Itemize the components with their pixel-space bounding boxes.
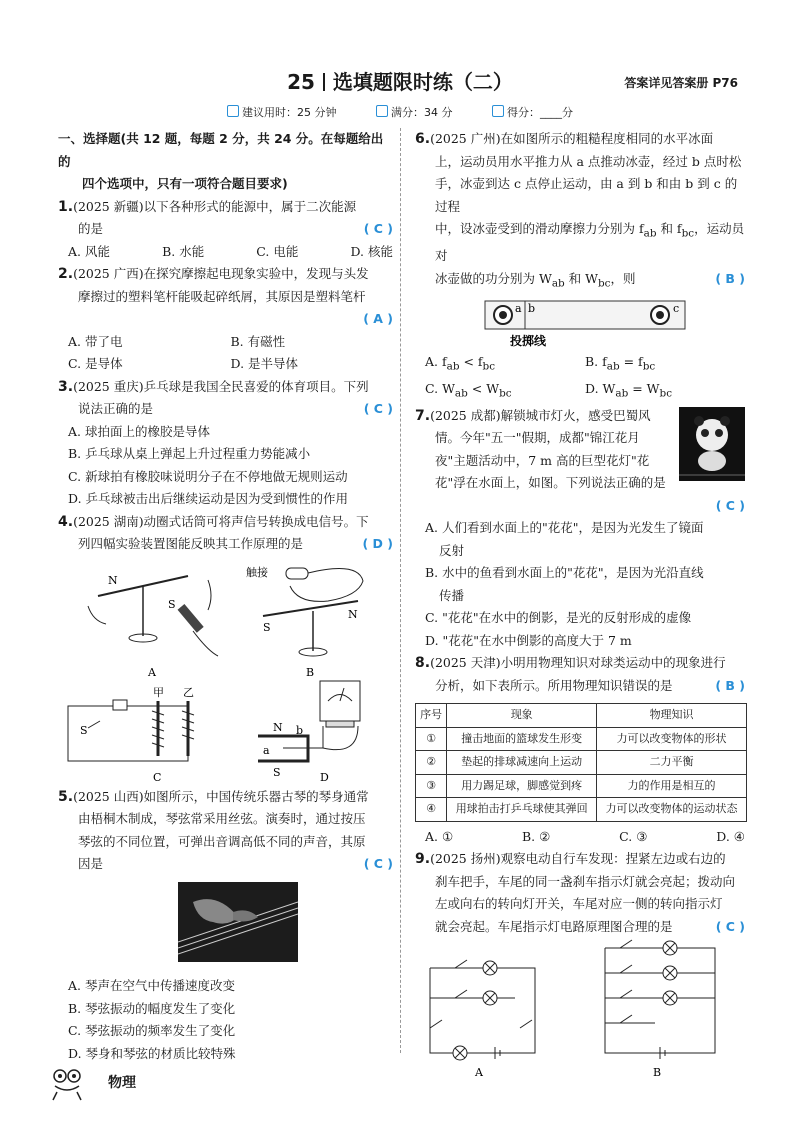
pen-icon (492, 105, 504, 117)
option-a[interactable]: A. ① (425, 828, 454, 844)
option-b[interactable]: B. 琴弦振动的幅度发生了变化 (68, 1000, 236, 1016)
answer-3: ( C ) (363, 401, 393, 416)
option-a[interactable]: A. 球拍面上的橡胶是导体 (68, 423, 210, 439)
label-n-b: N (348, 607, 358, 621)
option-a[interactable]: A. 风能 (68, 243, 110, 259)
option-b[interactable]: B. ② (522, 828, 551, 844)
question-5: 5.(2025 山西)如图所示，中国传统乐器古琴的琴身通常 由梧桐木制成，琴弦常采用丝弦。演奏时，通过按压 琴弦的不同位置，可弹出音调高低不同的声音，其原 因是 ( C ) A. 琴声在空气中传播速度改变 B. 琴弦振动的幅度发生了变化 C. 琴弦振动的频率发生了变化 D. 琴身和琴弦的材质比较特殊 (58, 786, 393, 1066)
option-d[interactable]: D. $W_{ab} = W_{bc}$ (585, 380, 673, 399)
score-got: 得分：____分 (507, 106, 573, 119)
circuit-b (605, 940, 715, 1059)
label-n-d: N (273, 720, 283, 734)
title-divider (323, 73, 325, 91)
question-7: 7.(2025 成都)解锁城市灯火，感受巴蜀风 情。今年"五一"假期，成都"锦江花月 夜"主题活动中，7 m 高的巨型花灯"花 花"浮在水面上，如图。下列说法正确的是 ( C ) A. 人们看到水面上的"花花"，是因为光发生了镜面 反射 B. 水中的鱼看到水面上的"花花"，是因为光沿直线 传播 C. "花花"在水中的倒影，是光的反射形成的虚像 D. "花花"在水中倒影的高度大于 7 m (415, 405, 745, 653)
column-divider (400, 128, 401, 1053)
answer-2: ( A ) (363, 311, 393, 326)
option-a-cont: 反射 (439, 542, 465, 558)
options-1 (58, 241, 393, 264)
question-8: 8.(2025 天津)小明用物理知识对球类运动中的现象进行 分析，如下表所示。所用物理知识错误的是 ( B ) 序号 现象 物理知识 ① 撞击地面的篮球发生形变 力可以改变物体的形状 ② 垫起的排球减速向上运动 二力平衡 ③ 用力踢足球，脚感觉到疼 力的作用是相互的 ④ 用球拍击打乒乓球使其弹回 力可以改变物体的运动状态 A. ① B. ② C. ③ D. ④ (415, 652, 745, 848)
label-fig-b: B (306, 665, 315, 679)
answer-5: ( C ) (363, 856, 393, 871)
label-s-d: S (273, 765, 281, 779)
point-a: a (515, 301, 522, 315)
question-9: 9.(2025 扬州)观察电动自行车发现：捏紧左边或右边的 刹车把手，车尾的同一盏刹车指示灯就会亮起；拨动向 左或向右的转向灯开关，车尾对应一侧的转向指示灯 就会亮起。车尾指示灯电路原理图合理的是 ( C ) A B (415, 851, 745, 1078)
label-fig-c: C (153, 770, 162, 784)
unit-number: 25 (287, 70, 315, 94)
question-3: 3.(2025 重庆)乒乓球是我国全民喜爱的体育项目。下列 说法正确的是 ( C ) A. 球拍面上的橡胶是导体 B. 乒乓球从桌上弹起上升过程重力势能减小 C. 新球拍有橡胶味说明分子在不停地做无规则运动 D. 乒乓球被击出后继续运动是因为受到惯性的作用 (58, 376, 393, 511)
panda-lantern-photo (679, 407, 745, 481)
options-6 (415, 351, 745, 405)
table-row: ② 垫起的排球减速向上运动 二力平衡 (416, 751, 747, 775)
figure-c (68, 686, 194, 784)
label-s-a: S (168, 597, 176, 611)
score-icon (376, 105, 388, 117)
option-b[interactable]: B. 乒乓球从桌上弹起上升过程重力势能减小 (68, 446, 311, 461)
table-row: ④ 用球拍击打乒乓球使其弹回 力可以改变物体的运动状态 (416, 798, 747, 822)
figure-b (246, 565, 363, 679)
label-b-d: b (296, 723, 304, 737)
question-4: 4.(2025 湖南)动圈式话筒可将声信号转换成电信号。下 列四幅实验装置图能反映其工作原理的是 ( D ) N S A 触接 S N B 甲 乙 S C N S b a D (58, 513, 393, 784)
answer-9: ( C ) (715, 918, 745, 934)
point-c: c (673, 301, 680, 315)
label-s-b: S (263, 620, 271, 634)
option-b[interactable]: B. $f_{ab} = f_{bc}$ (585, 353, 656, 372)
table-row: ① 撞击地面的篮球发生形变 力可以改变物体的形状 (416, 727, 747, 751)
option-c[interactable]: C. "花花"在水中的倒影，是光的反射形成的虚像 (425, 610, 692, 625)
meta-bar (0, 104, 800, 120)
option-d[interactable]: D. 是半导体 (230, 356, 299, 371)
throw-line-label: 投掷线 (510, 333, 547, 347)
question-2: 2.(2025 广西)在探究摩擦起电现象实验中，发现与头发 摩擦过的塑料笔杆能吸起碎纸屑，其原因是塑料笔杆 ( A ) A. 带了电 B. 有磁性 C. 是导体 D. 是半导体 (58, 263, 393, 376)
option-b[interactable]: B. 水能 (162, 243, 205, 259)
label-fig-d: D (320, 770, 329, 784)
question-6: 6.(2025 广州)在如图所示的粗糙程度相同的水平冰面 上，运动员用水平推力从 a 点推动冰壶，经过 b 点时松 手，冰壶到达 c 点停止运动，由 a 到 b 和由 b 到 c 的过程 中，设冰壶受到的滑动摩擦力分别为 $f_{ab}$ 和 $f_{bc}$，运动员对 冰壶做的功分别为 $W_{ab}$ 和 $W_{bc}$，则 ( B ) a b c 投掷线 A. $f_{ab} < f_{bc}$ B. $f_{ab} = f_{bc}$ C. $W_{ab} < W_{bc}$ D. $W_{ab} = W_{bc}$ (415, 128, 745, 405)
q4-figures (58, 556, 393, 786)
answer-1: ( C ) (363, 221, 393, 236)
label-circuit-b: B (653, 1066, 662, 1078)
subject-name: 物理 (108, 1075, 136, 1091)
q8-table (415, 703, 747, 822)
q9-circuits (415, 938, 745, 1078)
option-c[interactable]: C. 是导体 (68, 356, 123, 371)
answer-7: ( C ) (715, 497, 745, 513)
point-b: b (528, 301, 536, 315)
option-c[interactable]: C. 电能 (256, 243, 299, 259)
label-s-c: S (80, 723, 88, 737)
table-row: ③ 用力踢足球，脚感觉到疼 力的作用是相互的 (416, 774, 747, 798)
option-d[interactable]: D. "花花"在水中倒影的高度大于 7 m (425, 632, 632, 648)
full-score: 满分：34 分 (391, 106, 453, 119)
option-d[interactable]: D. ④ (716, 828, 745, 844)
answer-8: ( B ) (715, 677, 745, 693)
table-header: 序号 现象 物理知识 (416, 704, 747, 728)
option-c[interactable]: C. 新球拍有橡胶味说明分子在不停地做无规则运动 (68, 468, 348, 484)
right-column (415, 128, 745, 1078)
option-d[interactable]: D. 琴身和琴弦的材质比较特殊 (68, 1045, 236, 1061)
option-d[interactable]: D. 核能 (350, 243, 393, 259)
label-n-a: N (108, 573, 118, 587)
option-c[interactable]: C. $W_{ab} < W_{bc}$ (425, 380, 512, 399)
label-yi: 乙 (183, 685, 194, 699)
figure-d (258, 681, 360, 784)
option-a[interactable]: A. 人们看到水面上的"花花"，是因为光发生了镜面 (425, 520, 704, 535)
label-fig-a: A (148, 665, 156, 679)
figure-a (88, 574, 218, 679)
label-circuit-a: A (475, 1066, 483, 1078)
left-column (58, 128, 393, 1065)
options-2 (58, 331, 393, 376)
options-8 (415, 826, 745, 849)
option-a[interactable]: A. 带了电 (68, 333, 123, 349)
option-b[interactable]: B. 有磁性 (230, 333, 286, 349)
option-a[interactable]: A. $f_{ab} < f_{bc}$ (425, 353, 496, 372)
suggested-time: 建议用时：25 分钟 (242, 106, 337, 119)
option-c[interactable]: C. ③ (619, 828, 648, 844)
clock-icon (227, 105, 239, 117)
question-1: 1.(2025 新疆)以下各种形式的能源中，属于二次能源 的是 ( C ) A. 风能 B. 水能 C. 电能 D. 核能 (58, 196, 393, 264)
section-heading: 一、选择题(共 12 题，每题 2 分，共 24 分。在每题给出的 四个选项中，只有一项符合题目要求) (58, 131, 384, 191)
label-a-d: a (263, 743, 270, 757)
answer-6: ( B ) (715, 270, 745, 286)
option-d[interactable]: D. 乒乓球被击出后继续运动是因为受到惯性的作用 (68, 491, 349, 506)
option-b-cont: 传播 (439, 587, 465, 603)
answer-reference: 答案详见答案册 P76 (624, 76, 738, 90)
label-touch: 触接 (246, 565, 268, 579)
curling-figure (415, 295, 745, 347)
unit-title: 选填题限时练（二） (332, 70, 513, 94)
option-c[interactable]: C. 琴弦振动的频率发生了变化 (68, 1023, 236, 1038)
label-jia: 甲 (153, 685, 164, 699)
circuit-a (430, 960, 535, 1060)
option-b[interactable]: B. 水中的鱼看到水面上的"花花"，是因为光沿直线 (425, 565, 704, 580)
option-a[interactable]: A. 琴声在空气中传播速度改变 (68, 978, 235, 993)
mascot-logo (45, 1062, 95, 1102)
guqin-photo (178, 882, 298, 962)
answer-4: ( D ) (362, 536, 393, 551)
